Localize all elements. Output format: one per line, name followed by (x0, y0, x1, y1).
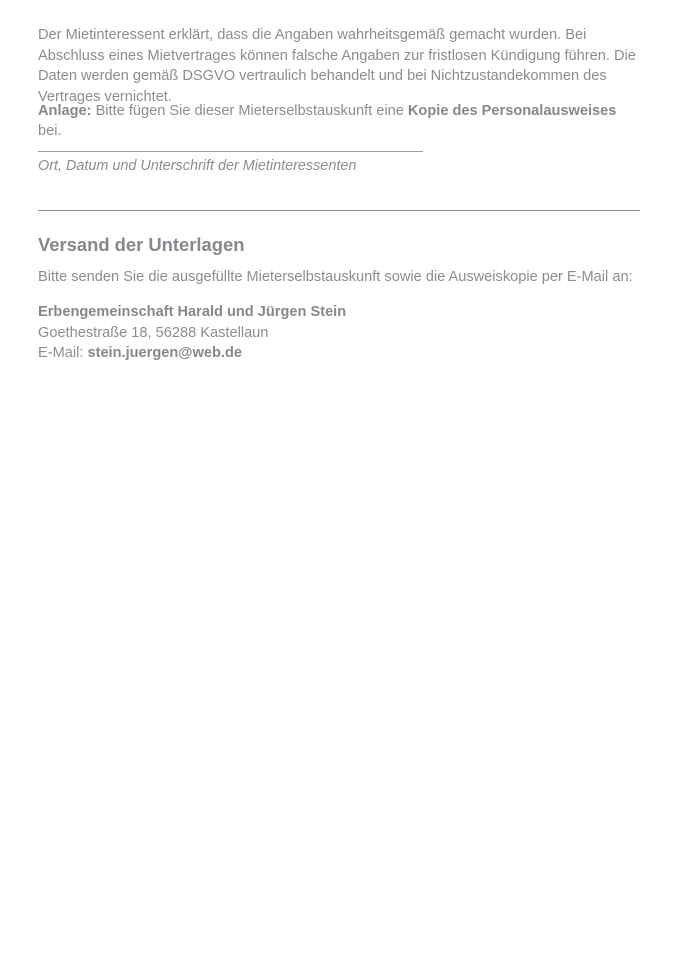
signature-line (38, 151, 423, 152)
email-label: E-Mail: (38, 345, 88, 362)
declaration-paragraph: Der Mietinteressent erklärt, dass die Angaben wahrheitsgemäß gemacht wurden. Bei Abschluss eines Mietvertrages können falsche Angaben zur fristlosen Kündigung führen. Die Daten werden gemäß DSGVO vertraulich behandelt und bei Nichtzustandekommen des Vertrages vernichtet. (38, 27, 636, 105)
shipping-instruction: Bitte senden Sie die ausgefüllte Mieterselbstauskunft sowie die Ausweiskopie per E-Mail an: (38, 269, 633, 285)
section-heading: Versand der Unterlagen (38, 234, 245, 255)
attachment-emphasis: Kopie des Personalausweises (407, 103, 617, 119)
attachment-text-before: Bitte fügen Sie dieser Mieterselbstauskunft eine (91, 103, 408, 119)
attachment-text-after: bei. (38, 123, 62, 139)
signature-caption: Ort, Datum und Unterschrift der Mietinteressenten (38, 158, 357, 174)
recipient-address: Goethestraße 18, 56288 Kastellaun (38, 324, 269, 341)
email-address: stein.juergen@web.de (87, 345, 242, 362)
recipient-block (38, 302, 346, 364)
section-divider (38, 210, 640, 211)
recipient-email-line (38, 343, 346, 364)
attachment-label: Anlage: (38, 103, 92, 119)
recipient-name: Erbengemeinschaft Harald und Jürgen Stein (38, 304, 347, 320)
attachment-note (38, 101, 640, 141)
